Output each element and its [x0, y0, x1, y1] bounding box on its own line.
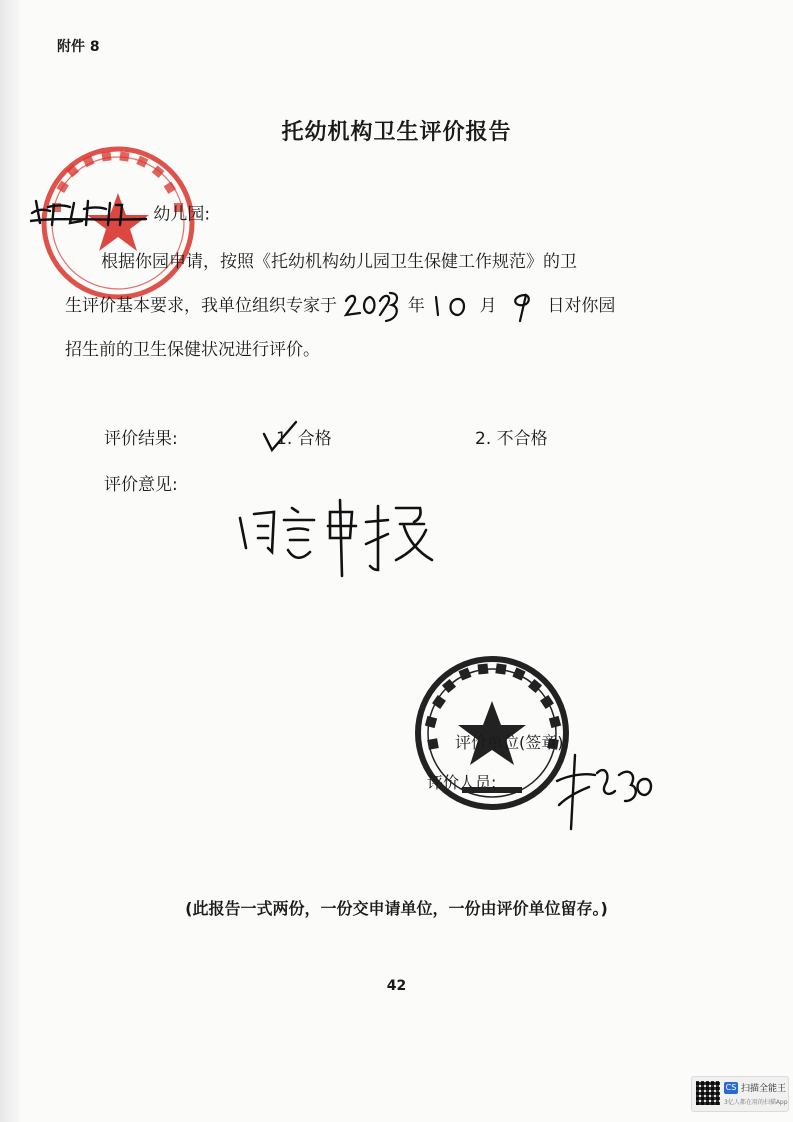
paragraph-line-3: 招生前的卫生保健状况进行评价。 [65, 340, 320, 360]
addressee-suffix: 幼儿园: [153, 204, 211, 225]
opinion-label: 评价意见: [104, 475, 178, 495]
paragraph-line-2-start: 生评价基本要求，我单位组织专家于 [65, 296, 337, 316]
option-pass: 1. 合格 [276, 429, 332, 449]
handwritten-kindergarten-name [30, 197, 148, 227]
footer-note: (此报告一式两份，一份交申请单位，一份由评价单位留存。) [185, 899, 608, 918]
evaluator-signature [545, 745, 660, 840]
check-mark-icon [260, 420, 300, 454]
handwritten-opinion [228, 490, 448, 580]
app-name: 扫描全能王 [741, 1084, 787, 1094]
result-label: 评价结果: [104, 429, 178, 449]
paragraph-line-1: 根据你园申请，按照《托幼机构幼儿园卫生保健工作规范》的卫 [101, 252, 577, 272]
handwritten-year [342, 289, 402, 323]
paragraph-line-2 [65, 284, 665, 328]
addressee-line [30, 197, 210, 237]
scan-edge-shadow [0, 0, 22, 1122]
handwritten-month [430, 289, 474, 323]
evaluator-label: 评价人员: [427, 773, 497, 792]
document-title: 托幼机构卫生评价报告 [281, 120, 512, 145]
app-tagline: 3亿人都在用的扫描App [724, 1099, 788, 1106]
paragraph-line-2-end: 日对你园 [547, 296, 616, 316]
evaluation-unit-label: 评价单位(签章): [455, 733, 569, 752]
scanner-watermark-badge [691, 1076, 789, 1112]
annex-label: 附件 8 [57, 39, 100, 55]
app-logo-icon: CS [725, 1083, 737, 1092]
page-number: 42 [386, 978, 407, 994]
year-label: 年 [407, 296, 425, 316]
month-label: 月 [479, 296, 497, 316]
qr-code-icon [696, 1081, 720, 1105]
handwritten-day [502, 289, 542, 323]
option-fail: 2. 不合格 [475, 429, 548, 449]
